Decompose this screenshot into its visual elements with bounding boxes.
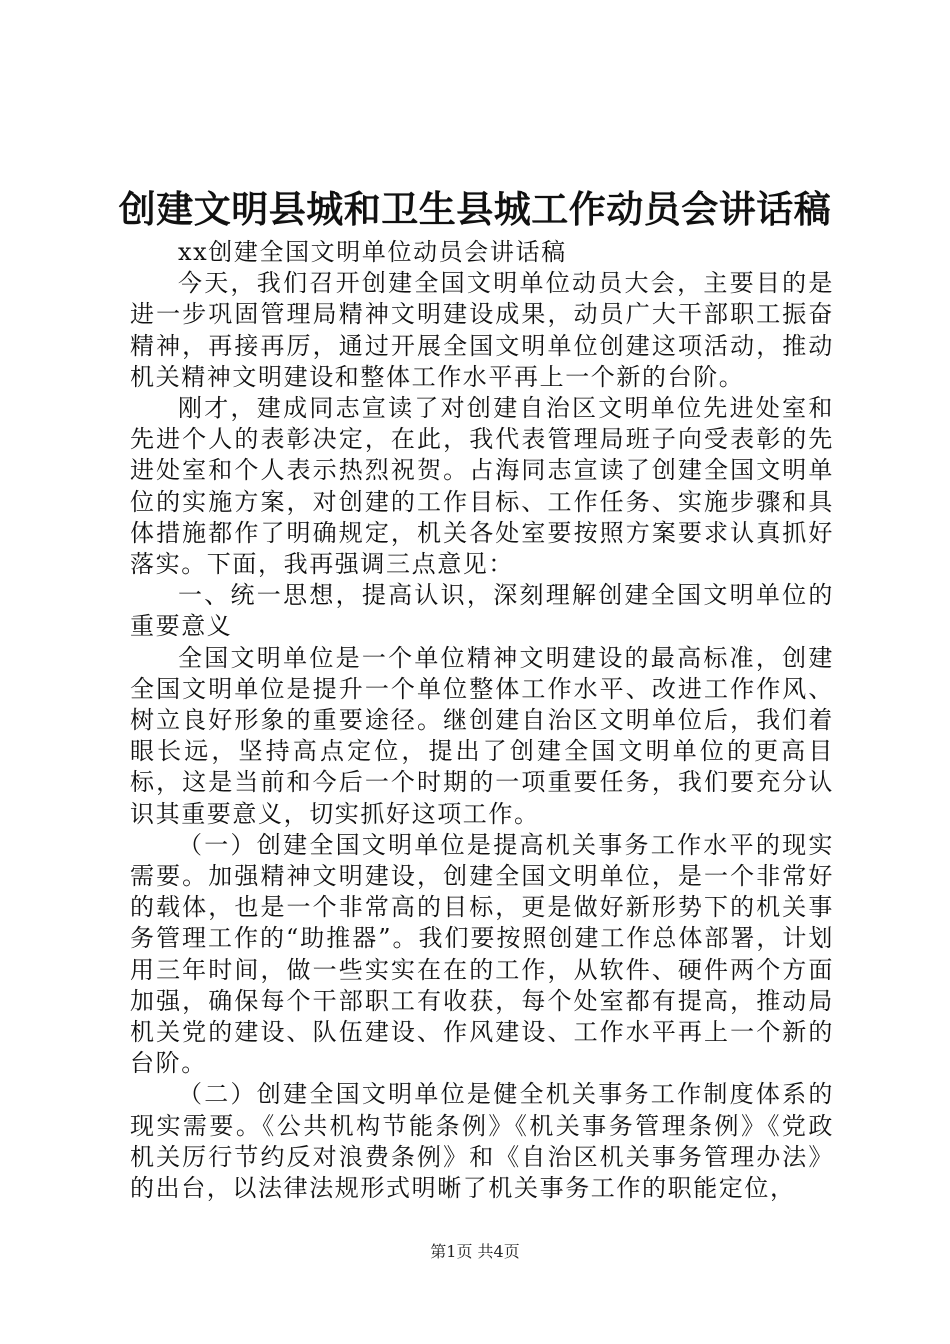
- paragraph: 全国文明单位是一个单位精神文明建设的最高标准，创建全国文明单位是提升一个单位整体工作水平、改进工作作风、树立良好形象的重要途径。继创建自治区文明单位后，我们着眼长远，坚持高点定位，提出了创建全国文明单位的更高目标，这是当前和今后一个时期的一项重要任务，我们要充分认识其重要意义，切实抓好这项工作。: [130, 643, 834, 828]
- paragraph: （二）创建全国文明单位是健全机关事务工作制度体系的现实需要。《公共机构节能条例》《机关事务管理条例》《党政机关厉行节约反对浪费条例》和《自治区机关事务管理办法》的出台，以法律法规形式明晰了机关事务工作的职能定位，: [130, 1080, 834, 1203]
- document-body: [130, 237, 834, 1204]
- paragraph: 刚才，建成同志宣读了对创建自治区文明单位先进处室和先进个人的表彰决定，在此，我代表管理局班子向受表彰的先进处室和个人表示热烈祝贺。占海同志宣读了创建全国文明单位的实施方案，对创建的工作目标、工作任务、实施步骤和具体措施都作了明确规定，机关各处室要按照方案要求认真抓好落实。下面，我再强调三点意见：: [130, 394, 834, 579]
- paragraph: （一）创建全国文明单位是提高机关事务工作水平的现实需要。加强精神文明建设，创建全国文明单位，是一个非常好的载体，也是一个非常高的目标，更是做好新形势下的机关事务管理工作的“助推器”。我们要按照创建工作总体部署，计划用三年时间，做一些实实在在的工作，从软件、硬件两个方面加强，确保每个干部职工有收获，每个处室都有提高，推动局机关党的建设、队伍建设、作风建设、工作水平再上一个新的台阶。: [130, 830, 834, 1078]
- document-title: 创建文明县城和卫生县城工作动员会讲话稿: [118, 187, 832, 231]
- paragraph-subtitle: xx创建全国文明单位动员会讲话稿: [178, 238, 567, 266]
- paragraph: 今天，我们召开创建全国文明单位动员大会，主要目的是进一步巩固管理局精神文明建设成果，动员广大干部职工振奋精神，再接再厉，通过开展全国文明单位创建这项活动，推动机关精神文明建设和整体工作水平再上一个新的台阶。: [130, 269, 834, 391]
- section-heading: 一、统一思想，提高认识，深刻理解创建全国文明单位的重要意义: [130, 581, 834, 641]
- page-number-footer: 第1页 共4页: [430, 1242, 520, 1261]
